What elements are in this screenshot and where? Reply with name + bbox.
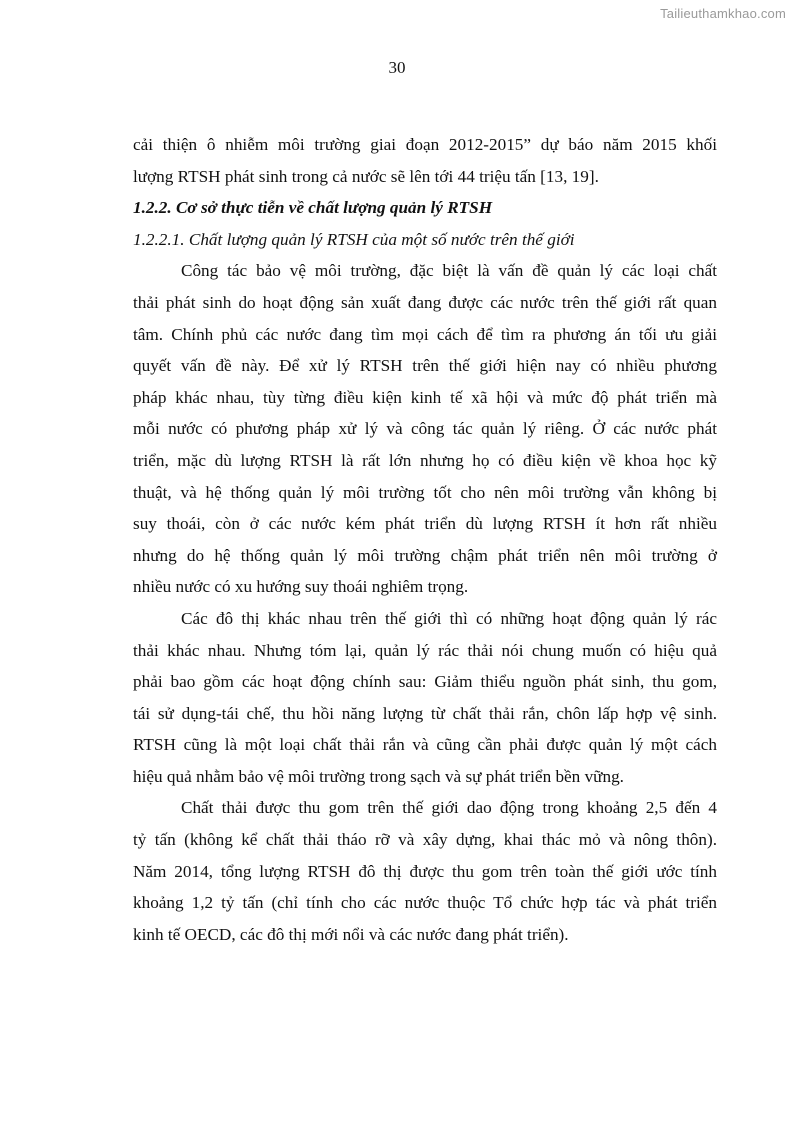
section-heading: 1.2.2. Cơ sở thực tiễn về chất lượng quản lý RTSH — [133, 198, 493, 218]
text-line: thải phát sinh do hoạt động sản xuất đang được các nước trên thế giới rất quan — [133, 292, 717, 312]
text-line: kinh tế OECD, các đô thị mới nổi và các nước đang phát triển). — [133, 924, 569, 944]
text-line: nhiều nước có xu hướng suy thoái nghiêm trọng. — [133, 577, 469, 597]
paragraph — [133, 792, 717, 950]
text-line: tỷ tấn (không kể chất thải tháo rỡ và xây dựng, khai thác mỏ và nông thôn). — [133, 830, 717, 850]
text-line: phải bao gồm các hoạt động chính sau: Giảm thiểu nguồn phát sinh, thu gom, — [133, 672, 717, 692]
text-line: Các đô thị khác nhau trên thế giới thì có những hoạt động quản lý rác — [181, 608, 717, 628]
document-body — [133, 129, 717, 950]
text-line: Chất thải được thu gom trên thế giới dao động trong khoảng 2,5 đến 4 — [181, 798, 717, 818]
text-line: cải thiện ô nhiễm môi trường giai đoạn 2012-2015” dự báo năm 2015 khối — [133, 135, 717, 154]
text-line: thải khác nhau. Nhưng tóm lại, quản lý rác thải nói chung muốn có hiệu quả — [133, 640, 717, 660]
text-line: khoảng 1,2 tỷ tấn (chỉ tính cho các nước thuộc Tổ chức hợp tác và phát triển — [133, 893, 717, 913]
paragraph-continuation — [133, 129, 717, 192]
paragraph — [133, 603, 717, 793]
text-line: triển, mặc dù lượng RTSH là rất lớn nhưng họ có điều kiện về khoa học kỹ — [133, 450, 717, 470]
text-line: quyết vấn đề này. Để xử lý RTSH trên thế giới hiện nay có nhiều phương — [133, 356, 717, 376]
text-line: tâm. Chính phủ các nước đang tìm mọi cách để tìm ra phương án tối ưu giải — [133, 324, 717, 344]
subsection-heading: 1.2.2.1. Chất lượng quản lý RTSH của một số nước trên thế giới — [133, 229, 575, 249]
text-line: RTSH cũng là một loại chất thải rắn và cũng cần phải được quản lý một cách — [133, 735, 717, 755]
page-number: 30 — [388, 58, 406, 77]
paragraph — [133, 255, 717, 603]
text-line: Năm 2014, tổng lượng RTSH đô thị được thu gom trên toàn thế giới ước tính — [133, 861, 717, 881]
text-line: tái sử dụng-tái chế, thu hồi năng lượng từ chất thải rắn, chôn lấp hợp vệ sinh. — [133, 703, 717, 723]
text-line: suy thoái, còn ở các nước kém phát triển dù lượng RTSH ít hơn rất nhiều — [133, 514, 717, 534]
text-line: nhưng do hệ thống quản lý môi trường chậm phát triển nên môi trường ở — [133, 545, 717, 565]
text-line: mỗi nước có phương pháp xử lý và công tác quản lý riêng. Ở các nước phát — [133, 419, 717, 439]
text-line: thuật, và hệ thống quản lý môi trường tốt cho nên môi trường vẫn không bị — [133, 482, 717, 502]
watermark: Tailieuthamkhao.com — [660, 6, 786, 21]
text-line: Công tác bảo vệ môi trường, đặc biệt là vấn đề quản lý các loại chất — [181, 261, 717, 281]
text-line: lượng RTSH phát sinh trong cả nước sẽ lên tới 44 triệu tấn [13, 19]. — [133, 166, 599, 186]
text-line: hiệu quả nhằm bảo vệ môi trường trong sạch và sự phát triển bền vững. — [133, 766, 624, 786]
text-line: pháp khác nhau, tùy từng điều kiện kinh tế xã hội và mức độ phát triển mà — [133, 387, 717, 407]
